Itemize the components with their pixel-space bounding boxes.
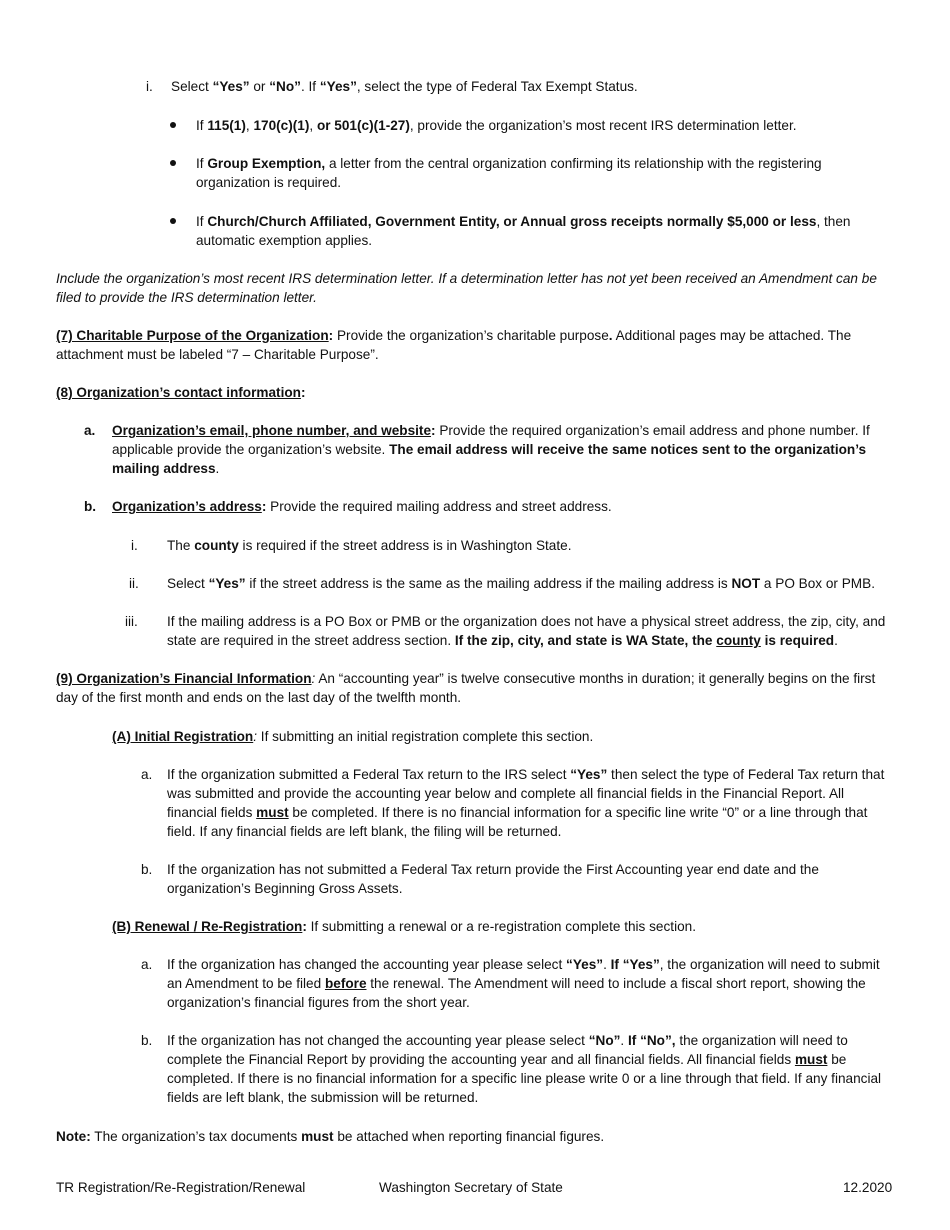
bullet-item: If Church/Church Affiliated, Government Entity, or Annual gross receipts normally $5,000 or less, then automatic exemption applies. [196, 214, 851, 248]
bullet-icon [170, 218, 176, 224]
address-sub-item: Select “Yes” if the street address is the same as the mailing address if the mailing address is NOT a PO Box or PMB. [167, 576, 875, 591]
note-paragraph: Note: The organization’s tax documents must be attached when reporting financial figures. [56, 1129, 605, 1144]
footer-date: 12.2020 [843, 1180, 893, 1195]
list-number: iii. [125, 614, 138, 629]
list-number: a. [84, 423, 96, 438]
list-number: ii. [129, 576, 139, 591]
list-number: b. [141, 862, 153, 877]
footer-agency: Washington Secretary of State [379, 1180, 563, 1195]
section-9: (9) Organization’s Financial Information: An “accounting year” is twelve consecutive months in duration; it generally begins on the first day of the first month and ends on the last day of the twelfth month. [56, 671, 876, 705]
list-number: a. [141, 957, 153, 972]
exempt-status-instruction: Select “Yes” or “No”. If “Yes”, select the type of Federal Tax Exempt Status. [171, 79, 638, 94]
address-sub-item: If the mailing address is a PO Box or PMB or the organization does not have a physical street address, the zip, city, and state are required in the street address section. If the zip, city, and state is WA State, the county is required. [167, 614, 886, 648]
section-7: (7) Charitable Purpose of the Organization: Provide the organization’s charitable purpose. Additional pages may be attached. The attachment must be labeled “7 – Charitable Purpose”. [56, 328, 852, 362]
list-number: i. [131, 538, 138, 553]
bullet-icon [170, 160, 176, 166]
address-sub-item: The county is required if the street address is in Washington State. [167, 538, 572, 553]
list-number: a. [141, 767, 153, 782]
initial-registration-item: If the organization submitted a Federal Tax return to the IRS select “Yes” then select the type of Federal Tax return that was submitted and provide the accounting year below and complete all financial fields in the Financial Report. All financial fields must be completed. If there is no financial information for a specific line write “0” or a line through that field. If any financial fields are left blank, the filing will be returned. [167, 767, 885, 839]
contact-email-item: Organization’s email, phone number, and website: Provide the required organization’s email address and phone number. If applicable provide the organization’s website. The email address will receive the same notices sent to the organization’s mailing address. [112, 423, 870, 476]
list-number: b. [84, 499, 97, 514]
section-8-heading: (8) Organization’s contact information: [56, 385, 306, 400]
bullet-item: If Group Exemption, a letter from the central organization confirming its relationship with the registering organization is required. [196, 156, 822, 190]
initial-registration-heading: (A) Initial Registration: If submitting an initial registration complete this section. [112, 729, 594, 744]
renewal-heading: (B) Renewal / Re-Registration: If submitting a renewal or a re-registration complete this section. [112, 919, 696, 934]
bullet-icon [170, 122, 176, 128]
list-number: b. [141, 1033, 153, 1048]
footer-form-name: TR Registration/Re-Registration/Renewal [56, 1180, 306, 1195]
renewal-item: If the organization has not changed the accounting year please select “No”. If “No”, the organization will need to complete the Financial Report by providing the accounting year and all financial fields. All financial fields must be completed. If there is no financial information for a specific line please write 0 or a line through that field. If any financial fields are left blank, the submission will be returned. [167, 1033, 882, 1105]
bullet-item: If 115(1), 170(c)(1), or 501(c)(1-27), provide the organization’s most recent IRS determination letter. [196, 118, 797, 133]
determination-letter-note: Include the organization’s most recent IRS determination letter. If a determination letter has not yet been received an Amendment can be filed to provide the IRS determination letter. [56, 271, 877, 305]
contact-address-item: Organization’s address: Provide the required mailing address and street address. [112, 499, 612, 514]
renewal-item: If the organization has changed the accounting year please select “Yes”. If “Yes”, the organization will need to submit an Amendment to be filed before the renewal. The Amendment will need to include a fiscal short report, showing the organization’s financial figures from the short year. [167, 957, 880, 1010]
initial-registration-item: If the organization has not submitted a Federal Tax return provide the First Accounting year end date and the organization’s Beginning Gross Assets. [167, 862, 819, 896]
list-number: i. [146, 79, 153, 94]
